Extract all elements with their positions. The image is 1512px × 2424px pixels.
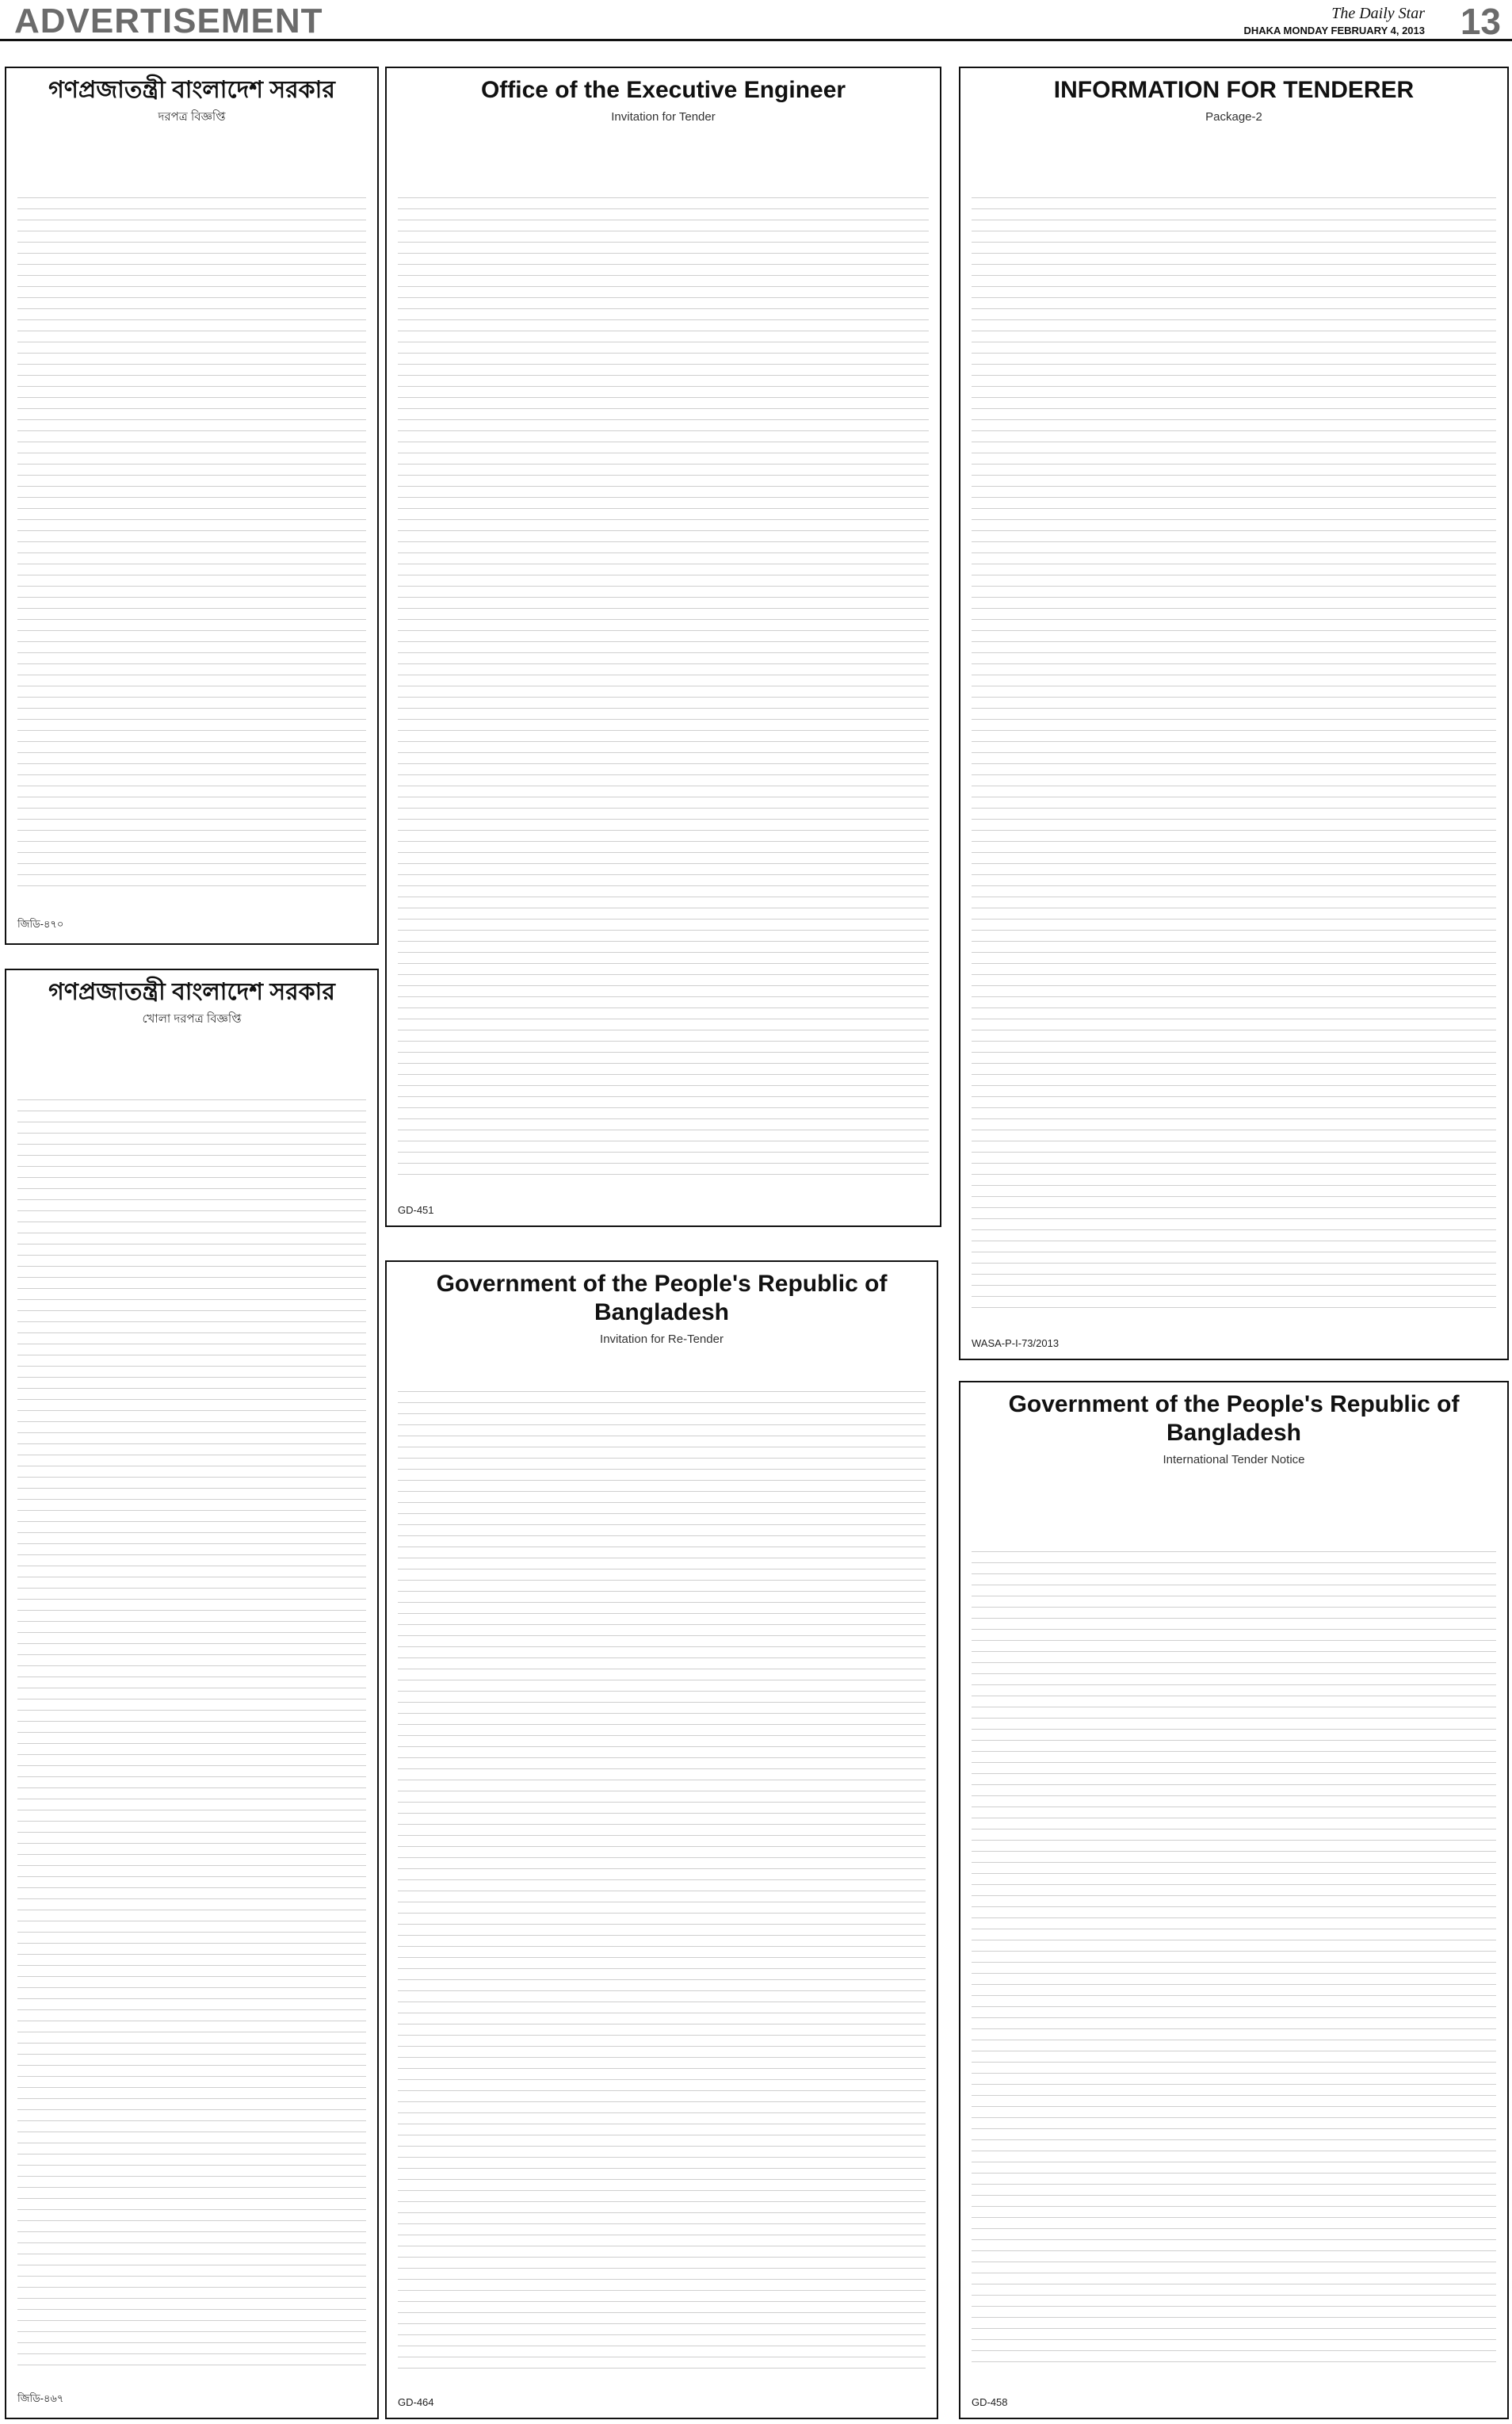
panel-text-area (398, 187, 929, 1178)
police-international-tender-panel (959, 1381, 1509, 2419)
panel-title: Government of the People's Republic of Bangladesh (1008, 1391, 1460, 1446)
panel-ref: GD-464 (398, 2396, 434, 2408)
panel-text-area (972, 1541, 1496, 2370)
bangla-tender-notice-panel (5, 67, 379, 945)
panel-title: Government of the People's Republic of Bangladesh (436, 1271, 888, 1325)
panel-title: Office of the Executive Engineer (480, 77, 846, 103)
section-title: ADVERTISEMENT (14, 2, 323, 40)
panel-title: গণপ্রজাতন্ত্রী বাংলাদেশ সরকার (48, 979, 335, 1005)
wasa-invitation-panel (385, 67, 941, 1227)
panel-ref: জিডি-৪৬৭ (17, 2392, 64, 2404)
page-number: 13 (1460, 1, 1501, 42)
panel-subtitle: Invitation for Re-Tender (600, 1332, 724, 1346)
panel-subtitle: International Tender Notice (1163, 1453, 1305, 1466)
panel-ref: GD-458 (972, 2396, 1008, 2408)
panel-text-area (972, 187, 1496, 1311)
panel-ref: WASA-P-I-73/2013 (972, 1337, 1060, 1349)
police-retender-panel (385, 1260, 938, 2419)
panel-title: গণপ্রজাতন্ত্রী বাংলাদেশ সরকার (48, 77, 335, 103)
panel-ref: জিডি-৪৭০ (17, 918, 64, 930)
panel-text-area (398, 1381, 926, 2370)
panel-ref: GD-451 (398, 1204, 434, 1216)
wasa-tenderer-info-panel (959, 67, 1509, 1360)
panel-subtitle: দরপত্র বিজ্ঞপ্তি (158, 110, 226, 124)
bangla-open-tender-panel (5, 969, 379, 2419)
paper-date: DHAKA MONDAY FEBRUARY 4, 2013 (1243, 25, 1425, 36)
paper-name: The Daily Star (1331, 5, 1425, 22)
masthead (0, 0, 1512, 41)
panel-text-area (17, 187, 366, 896)
panel-subtitle: Package-2 (1205, 110, 1262, 124)
panel-subtitle: খোলা দরপত্র বিজ্ঞপ্তি (142, 1012, 242, 1026)
panel-text-area (17, 1089, 366, 2370)
panel-subtitle: Invitation for Tender (611, 110, 716, 124)
panel-title: INFORMATION FOR TENDERER (1053, 77, 1415, 103)
paper-info (1243, 5, 1425, 36)
